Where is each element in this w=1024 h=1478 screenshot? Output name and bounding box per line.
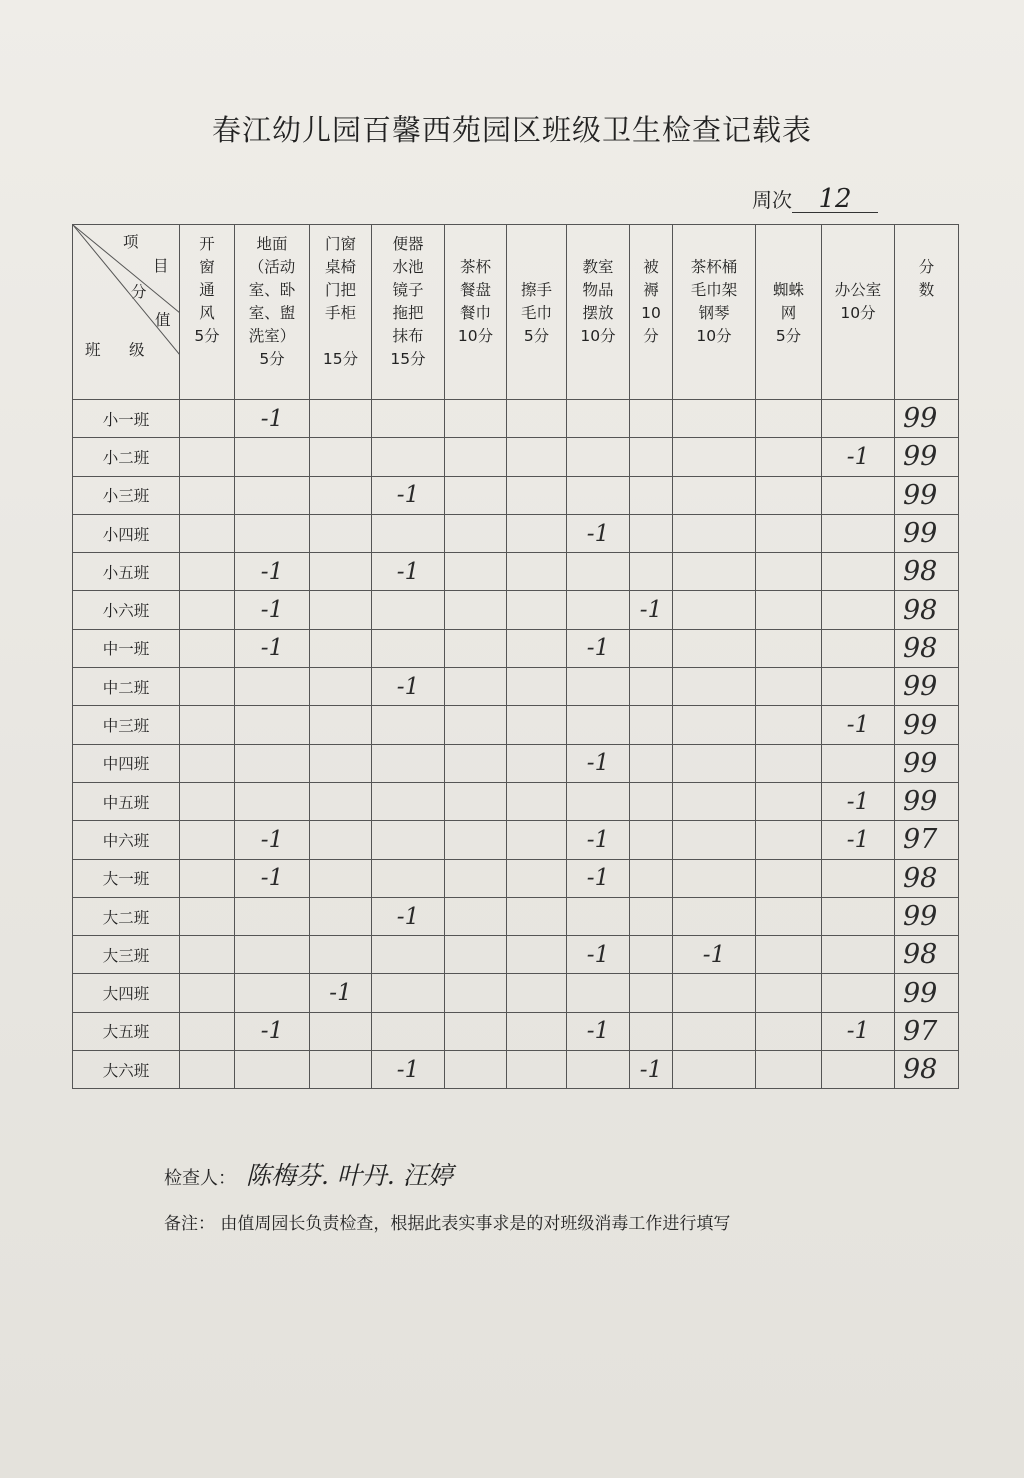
deduction-cell (756, 476, 822, 514)
table-row (73, 476, 959, 514)
table-row (73, 1051, 959, 1089)
deduction-cell (507, 553, 567, 591)
score-cell: 98 (895, 553, 959, 591)
deduction-cell (673, 668, 756, 706)
deduction-cell (673, 1012, 756, 1050)
deduction-cell (822, 744, 895, 782)
deduction-cell (372, 936, 445, 974)
deduction-cell (310, 591, 372, 629)
deduction-cell (180, 668, 235, 706)
score-cell: 99 (895, 400, 959, 438)
table-row (73, 1012, 959, 1050)
deduction-cell (673, 782, 756, 820)
deduction-cell (673, 706, 756, 744)
deduction-cell (507, 859, 567, 897)
deduction-cell (180, 438, 235, 476)
deduction-cell: -1 (372, 1051, 445, 1089)
deduction-cell (180, 1012, 235, 1050)
deduction-cell: -1 (567, 859, 630, 897)
deduction-cell (673, 821, 756, 859)
score-cell: 99 (895, 974, 959, 1012)
table-row (73, 400, 959, 438)
deduction-cell (180, 744, 235, 782)
deduction-cell: -1 (567, 936, 630, 974)
deduction-cell (630, 553, 673, 591)
class-name-cell: 中一班 (73, 629, 180, 667)
deduction-cell (567, 591, 630, 629)
deduction-cell (673, 744, 756, 782)
deduction-cell (567, 897, 630, 935)
table-row (73, 553, 959, 591)
table-row (73, 591, 959, 629)
deduction-cell (507, 897, 567, 935)
hygiene-table (72, 224, 959, 1089)
deduction-cell: -1 (235, 1012, 310, 1050)
score-cell: 99 (895, 706, 959, 744)
deduction-cell (507, 438, 567, 476)
deduction-cell (180, 974, 235, 1012)
column-header-c8: 被 褥 10 分 (630, 225, 673, 400)
table-row (73, 514, 959, 552)
deduction-cell (756, 668, 822, 706)
week-field (752, 184, 878, 213)
deduction-cell (756, 553, 822, 591)
deduction-cell (310, 744, 372, 782)
deduction-cell (445, 706, 507, 744)
table-row (73, 974, 959, 1012)
deduction-cell (822, 476, 895, 514)
deduction-cell (445, 476, 507, 514)
table-row (73, 821, 959, 859)
class-name-cell: 小三班 (73, 476, 180, 514)
class-name-cell: 中四班 (73, 744, 180, 782)
deduction-cell (372, 400, 445, 438)
deduction-cell (445, 744, 507, 782)
deduction-cell (507, 1051, 567, 1089)
score-cell: 98 (895, 859, 959, 897)
column-header-c9: 茶杯桶 毛巾架 钢琴 10分 (673, 225, 756, 400)
deduction-cell (310, 1012, 372, 1050)
column-header-c11: 办公室 10分 (822, 225, 895, 400)
deduction-cell: -1 (630, 1051, 673, 1089)
deduction-cell (630, 897, 673, 935)
deduction-cell (445, 438, 507, 476)
deduction-cell (822, 629, 895, 667)
class-name-cell: 大二班 (73, 897, 180, 935)
deduction-cell (567, 553, 630, 591)
inspector-label: 检查人： (164, 1168, 236, 1189)
deduction-cell: -1 (567, 629, 630, 667)
deduction-cell (372, 859, 445, 897)
table-row (73, 859, 959, 897)
deduction-cell (567, 668, 630, 706)
deduction-cell (630, 400, 673, 438)
class-name-cell: 小六班 (73, 591, 180, 629)
deduction-cell (630, 744, 673, 782)
week-value: 12 (792, 188, 878, 213)
deduction-cell (235, 514, 310, 552)
deduction-cell (822, 668, 895, 706)
deduction-cell (507, 514, 567, 552)
deduction-cell (445, 668, 507, 706)
deduction-cell (445, 1051, 507, 1089)
column-header-c2: 地面 （活动 室、卧 室、盥 洗室） 5分 (235, 225, 310, 400)
deduction-cell (445, 514, 507, 552)
week-label: 周次 (752, 188, 792, 212)
score-cell: 97 (895, 1012, 959, 1050)
deduction-cell (673, 859, 756, 897)
deduction-cell (507, 400, 567, 438)
corner-class2: 级 (129, 341, 145, 359)
deduction-cell (180, 782, 235, 820)
deduction-cell (445, 859, 507, 897)
deduction-cell (630, 629, 673, 667)
class-name-cell: 中二班 (73, 668, 180, 706)
deduction-cell (630, 706, 673, 744)
class-name-cell: 小四班 (73, 514, 180, 552)
column-header-c10: 蜘蛛 网 5分 (756, 225, 822, 400)
score-cell: 98 (895, 1051, 959, 1089)
corner-item1: 项 (123, 233, 139, 251)
deduction-cell (630, 859, 673, 897)
deduction-cell: -1 (235, 400, 310, 438)
class-name-cell: 大六班 (73, 1051, 180, 1089)
column-header-c3: 门窗 桌椅 门把 手柜 15分 (310, 225, 372, 400)
score-cell: 99 (895, 897, 959, 935)
deduction-cell: -1 (372, 668, 445, 706)
deduction-cell (180, 936, 235, 974)
deduction-cell (822, 400, 895, 438)
corner-item2: 目 (153, 257, 169, 275)
deduction-cell (507, 476, 567, 514)
deduction-cell (180, 400, 235, 438)
deduction-cell (445, 400, 507, 438)
deduction-cell (673, 1051, 756, 1089)
deduction-cell (822, 936, 895, 974)
deduction-cell (630, 821, 673, 859)
deduction-cell (180, 706, 235, 744)
deduction-cell (180, 821, 235, 859)
deduction-cell: -1 (235, 591, 310, 629)
score-cell: 99 (895, 668, 959, 706)
column-header-c12: 分 数 (895, 225, 959, 400)
deduction-cell: -1 (372, 553, 445, 591)
deduction-cell (235, 897, 310, 935)
deduction-cell (445, 591, 507, 629)
deduction-cell (756, 936, 822, 974)
deduction-cell (567, 782, 630, 820)
deduction-cell (822, 514, 895, 552)
deduction-cell (756, 1012, 822, 1050)
column-header-c1: 开 窗 通 风 5分 (180, 225, 235, 400)
deduction-cell: -1 (235, 553, 310, 591)
deduction-cell: -1 (673, 936, 756, 974)
table-row (73, 668, 959, 706)
deduction-cell (235, 744, 310, 782)
deduction-cell (567, 1051, 630, 1089)
table-row (73, 936, 959, 974)
deduction-cell (445, 553, 507, 591)
deduction-cell: -1 (310, 974, 372, 1012)
deduction-cell (630, 936, 673, 974)
deduction-cell (630, 668, 673, 706)
deduction-cell (756, 821, 822, 859)
deduction-cell (310, 438, 372, 476)
deduction-cell (567, 438, 630, 476)
deduction-cell (756, 591, 822, 629)
deduction-cell (673, 514, 756, 552)
column-header-c4: 便器 水池 镜子 拖把 抹布 15分 (372, 225, 445, 400)
score-cell: 99 (895, 438, 959, 476)
deduction-cell (756, 974, 822, 1012)
deduction-cell (180, 859, 235, 897)
deduction-cell (630, 974, 673, 1012)
deduction-cell (310, 859, 372, 897)
deduction-cell (180, 591, 235, 629)
deduction-cell (673, 974, 756, 1012)
deduction-cell (310, 476, 372, 514)
deduction-cell (567, 706, 630, 744)
deduction-cell (310, 553, 372, 591)
deduction-cell (507, 974, 567, 1012)
deduction-cell (756, 629, 822, 667)
deduction-cell (310, 629, 372, 667)
deduction-cell (310, 897, 372, 935)
deduction-cell (235, 438, 310, 476)
score-cell: 98 (895, 936, 959, 974)
deduction-cell (756, 514, 822, 552)
deduction-cell (822, 591, 895, 629)
deduction-cell (372, 706, 445, 744)
deduction-cell: -1 (235, 859, 310, 897)
deduction-cell: -1 (235, 629, 310, 667)
deduction-cell (673, 476, 756, 514)
deduction-cell (372, 629, 445, 667)
deduction-cell (445, 897, 507, 935)
deduction-cell (567, 974, 630, 1012)
deduction-cell (372, 514, 445, 552)
deduction-cell (756, 400, 822, 438)
deduction-cell (235, 706, 310, 744)
deduction-cell (756, 859, 822, 897)
deduction-cell (756, 706, 822, 744)
deduction-cell (673, 591, 756, 629)
class-name-cell: 大一班 (73, 859, 180, 897)
table-row (73, 706, 959, 744)
deduction-cell: -1 (372, 476, 445, 514)
deduction-cell (445, 782, 507, 820)
deduction-cell (630, 1012, 673, 1050)
deduction-cell (372, 821, 445, 859)
deduction-cell: -1 (567, 821, 630, 859)
deduction-cell (180, 1051, 235, 1089)
deduction-cell (310, 1051, 372, 1089)
deduction-cell (507, 629, 567, 667)
column-header-c5: 茶杯 餐盘 餐巾 10分 (445, 225, 507, 400)
deduction-cell: -1 (822, 782, 895, 820)
deduction-cell (507, 706, 567, 744)
deduction-cell (507, 1012, 567, 1050)
deduction-cell (235, 1051, 310, 1089)
deduction-cell (630, 514, 673, 552)
deduction-cell (310, 782, 372, 820)
corner-score2: 值 (155, 311, 171, 329)
class-name-cell: 中三班 (73, 706, 180, 744)
deduction-cell (822, 897, 895, 935)
deduction-cell (310, 668, 372, 706)
deduction-cell (372, 1012, 445, 1050)
deduction-cell: -1 (630, 591, 673, 629)
deduction-cell (235, 668, 310, 706)
deduction-cell: -1 (235, 821, 310, 859)
deduction-cell (310, 514, 372, 552)
deduction-cell (235, 974, 310, 1012)
score-cell: 98 (895, 591, 959, 629)
deduction-cell (235, 782, 310, 820)
deduction-cell (310, 400, 372, 438)
deduction-cell: -1 (822, 1012, 895, 1050)
footnote: 备注： 由值周园长负责检查，根据此表实事求是的对班级消毒工作进行填写 (164, 1214, 731, 1234)
deduction-cell (673, 438, 756, 476)
deduction-cell (630, 476, 673, 514)
deduction-cell: -1 (822, 821, 895, 859)
deduction-cell (756, 1051, 822, 1089)
class-name-cell: 中六班 (73, 821, 180, 859)
score-cell: 97 (895, 821, 959, 859)
column-header-c6: 擦手 毛巾 5分 (507, 225, 567, 400)
score-cell: 99 (895, 514, 959, 552)
deduction-cell: -1 (822, 438, 895, 476)
deduction-cell (507, 821, 567, 859)
deduction-cell (180, 476, 235, 514)
table-header-row (73, 225, 959, 400)
class-name-cell: 大三班 (73, 936, 180, 974)
column-header-c7: 教室 物品 摆放 10分 (567, 225, 630, 400)
deduction-cell (673, 400, 756, 438)
deduction-cell (673, 897, 756, 935)
inspector-field (164, 1156, 453, 1192)
deduction-cell (180, 553, 235, 591)
deduction-cell (630, 438, 673, 476)
score-cell: 98 (895, 629, 959, 667)
deduction-cell (756, 438, 822, 476)
class-name-cell: 小五班 (73, 553, 180, 591)
class-name-cell: 中五班 (73, 782, 180, 820)
deduction-cell (673, 629, 756, 667)
deduction-cell (507, 591, 567, 629)
deduction-cell (822, 553, 895, 591)
deduction-cell (372, 782, 445, 820)
table-row (73, 782, 959, 820)
deduction-cell: -1 (372, 897, 445, 935)
score-cell: 99 (895, 744, 959, 782)
table-row (73, 438, 959, 476)
table-body (73, 400, 959, 1089)
score-cell: 99 (895, 476, 959, 514)
deduction-cell (756, 782, 822, 820)
corner-class1: 班 (85, 341, 101, 359)
deduction-cell (822, 974, 895, 1012)
class-name-cell: 小一班 (73, 400, 180, 438)
deduction-cell (372, 591, 445, 629)
deduction-cell (445, 974, 507, 1012)
deduction-cell (822, 1051, 895, 1089)
deduction-cell (630, 782, 673, 820)
deduction-cell (235, 476, 310, 514)
page-title: 春江幼儿园百馨西苑园区班级卫生检查记载表 (211, 113, 812, 147)
deduction-cell (756, 897, 822, 935)
table-row (73, 744, 959, 782)
deduction-cell (310, 936, 372, 974)
deduction-cell (310, 706, 372, 744)
table-row (73, 629, 959, 667)
deduction-cell (372, 974, 445, 1012)
deduction-cell: -1 (567, 1012, 630, 1050)
inspector-signature: 陈梅芬. 叶丹. 汪婷 (246, 1161, 453, 1190)
class-name-cell: 大四班 (73, 974, 180, 1012)
deduction-cell (673, 553, 756, 591)
deduction-cell (445, 821, 507, 859)
deduction-cell (756, 744, 822, 782)
deduction-cell (507, 668, 567, 706)
deduction-cell (372, 744, 445, 782)
deduction-cell (507, 744, 567, 782)
class-name-cell: 大五班 (73, 1012, 180, 1050)
deduction-cell (507, 782, 567, 820)
deduction-cell (445, 1012, 507, 1050)
deduction-cell (180, 897, 235, 935)
deduction-cell (567, 400, 630, 438)
deduction-cell (445, 936, 507, 974)
deduction-cell (235, 936, 310, 974)
deduction-cell: -1 (567, 514, 630, 552)
corner-header (73, 225, 180, 400)
class-name-cell: 小二班 (73, 438, 180, 476)
deduction-cell (180, 514, 235, 552)
deduction-cell (507, 936, 567, 974)
deduction-cell: -1 (822, 706, 895, 744)
corner-score1: 分 (131, 283, 147, 301)
deduction-cell (567, 476, 630, 514)
deduction-cell (180, 629, 235, 667)
deduction-cell (372, 438, 445, 476)
table-row (73, 897, 959, 935)
deduction-cell (310, 821, 372, 859)
deduction-cell (445, 629, 507, 667)
deduction-cell (822, 859, 895, 897)
deduction-cell: -1 (567, 744, 630, 782)
score-cell: 99 (895, 782, 959, 820)
